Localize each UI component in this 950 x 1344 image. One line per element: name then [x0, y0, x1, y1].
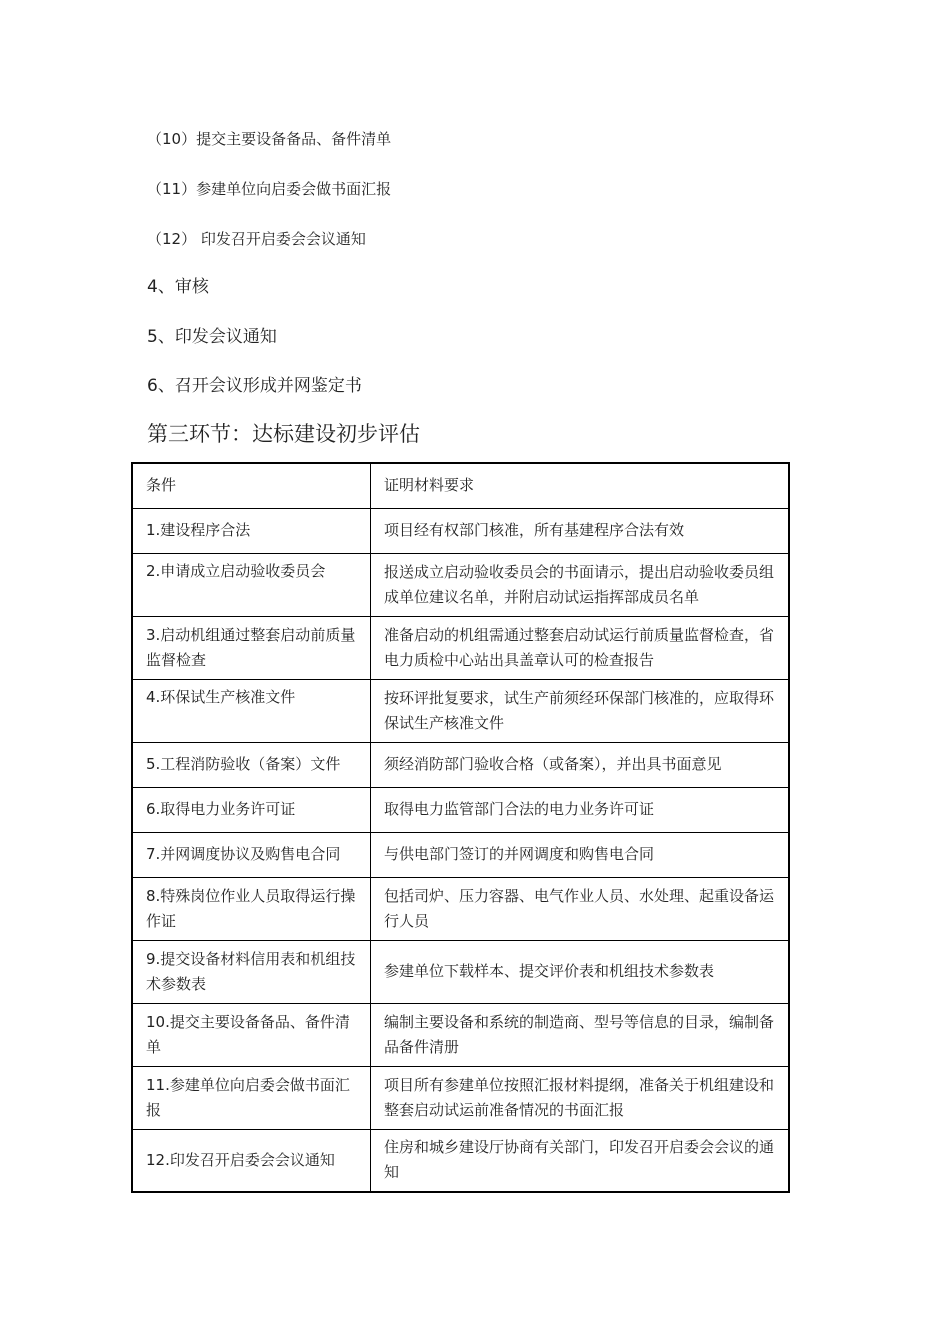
requirement-cell: 取得电力监管部门合法的电力业务许可证 — [371, 787, 790, 832]
condition-cell: 5.工程消防验收（备案）文件 — [132, 742, 371, 787]
header-condition: 条件 — [132, 463, 371, 508]
requirement-cell: 与供电部门签订的并网调度和购售电合同 — [371, 832, 790, 877]
condition-cell: 8.特殊岗位作业人员取得运行操作证 — [132, 877, 371, 940]
requirement-cell: 按环评批复要求，试生产前须经环保部门核准的，应取得环保试生产核准文件 — [371, 679, 790, 742]
condition-cell: 6.取得电力业务许可证 — [132, 787, 371, 832]
condition-cell: 9.提交设备材料信用表和机组技术参数表 — [132, 940, 371, 1003]
table-row — [132, 1003, 789, 1066]
table-row — [132, 787, 789, 832]
condition-cell: 10.提交主要设备备品、备件清单 — [132, 1003, 371, 1066]
header-requirement: 证明材料要求 — [371, 463, 790, 508]
requirement-cell: 报送成立启动验收委员会的书面请示，提出启动验收委员组成单位建议名单，并附启动试运指挥部成员名单 — [371, 553, 790, 616]
condition-cell: 12.印发召开启委会会议通知 — [132, 1129, 371, 1192]
condition-cell: 4.环保试生产核准文件 — [132, 679, 371, 742]
table-row — [132, 832, 789, 877]
list-item-10: （10）提交主要设备备品、备件清单 — [147, 130, 392, 148]
section-title: 第三环节：达标建设初步评估 — [147, 422, 420, 446]
table-row — [132, 742, 789, 787]
table-row — [132, 508, 789, 553]
condition-cell: 3.启动机组通过整套启动前质量监督检查 — [132, 616, 371, 679]
step-6: 6、召开会议形成并网鉴定书 — [147, 376, 362, 396]
table-row — [132, 553, 789, 616]
requirement-cell: 包括司炉、压力容器、电气作业人员、水处理、起重设备运行人员 — [371, 877, 790, 940]
condition-cell: 1.建设程序合法 — [132, 508, 371, 553]
list-item-12: （12） 印发召开启委会会议通知 — [147, 230, 366, 248]
condition-cell: 2.申请成立启动验收委员会 — [132, 553, 371, 616]
table-row — [132, 679, 789, 742]
requirement-cell: 须经消防部门验收合格（或备案），并出具书面意见 — [371, 742, 790, 787]
table-row — [132, 1066, 789, 1129]
list-item-11: （11）参建单位向启委会做书面汇报 — [147, 180, 392, 198]
table-row — [132, 1129, 789, 1192]
step-4: 4、审核 — [147, 277, 209, 297]
step-5: 5、印发会议通知 — [147, 327, 277, 347]
condition-cell: 11.参建单位向启委会做书面汇报 — [132, 1066, 371, 1129]
condition-cell: 7.并网调度协议及购售电合同 — [132, 832, 371, 877]
requirement-cell: 住房和城乡建设厅协商有关部门，印发召开启委会会议的通知 — [371, 1129, 790, 1192]
requirement-cell: 编制主要设备和系统的制造商、型号等信息的目录，编制备品备件清册 — [371, 1003, 790, 1066]
requirement-cell: 项目所有参建单位按照汇报材料提纲，准备关于机组建设和整套启动试运前准备情况的书面汇报 — [371, 1066, 790, 1129]
table-row — [132, 940, 789, 1003]
table-row — [132, 877, 789, 940]
requirement-cell: 参建单位下载样本、提交评价表和机组技术参数表 — [371, 940, 790, 1003]
requirement-cell: 项目经有权部门核准，所有基建程序合法有效 — [371, 508, 790, 553]
requirements-table — [131, 462, 790, 1193]
requirement-cell: 准备启动的机组需通过整套启动试运行前质量监督检查，省电力质检中心站出具盖章认可的检查报告 — [371, 616, 790, 679]
table-header-row — [132, 463, 789, 508]
table-row — [132, 616, 789, 679]
